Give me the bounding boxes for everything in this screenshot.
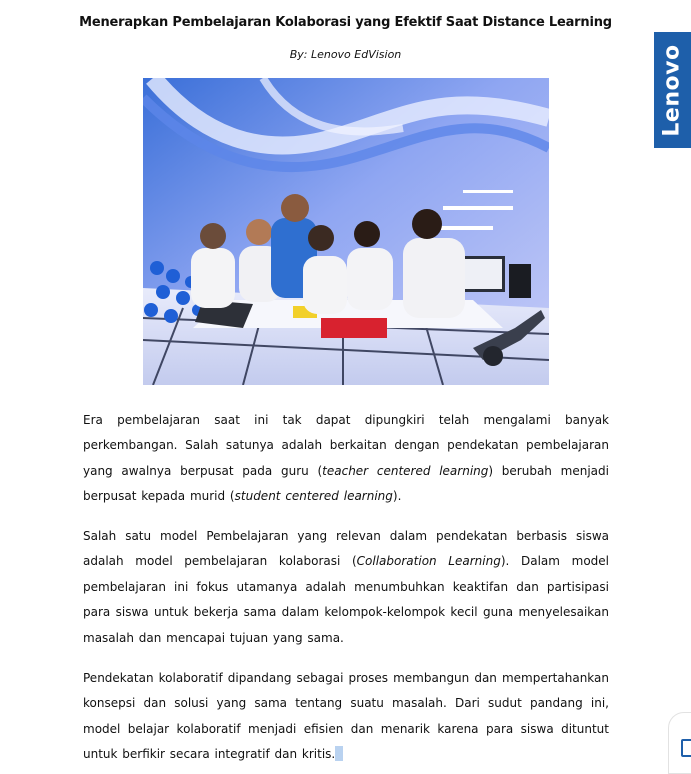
paragraph-1-italic-term: teacher centered learning [322, 463, 489, 478]
paragraph-1-text-c: ) berubah menjadi berpusat kepada murid ( [83, 463, 609, 504]
paragraph-2-italic-term: Collaboration Learning [356, 554, 501, 569]
lenovo-logo-tab[interactable] [654, 32, 691, 148]
chat-widget-button[interactable] [668, 712, 691, 774]
paragraph-1-italic-term-2: student centered learning [234, 489, 393, 504]
paragraph-3 [83, 666, 609, 768]
paragraph-2-text-c: ). Dalam model pembelajaran ini fokus utamanya adalah menumbuhkan keaktifan dan partisipasi para siswa untuk bekerja sama dalam kelompok-kelompok kecil guna menyelesaikan masalah dan mencapai tujuan yang sama. [83, 554, 610, 645]
paragraph-1-text-a: Era pembelajaran saat ini tak dapat dipungkiri telah mengalami banyak perkembangan. Salah satunya adalah berkaitan dengan pendekatan pembelajaran yang awalnya berpusat pada guru ( [83, 413, 609, 478]
paragraph-3-text-a: Pendekatan kolaboratif dipandang sebagai proses membangun dan mempertahankan konsepsi dan solusi yang sama tentang suatu masalah. Dari sudut pandang ini, model belajar kolaboratif menjadi efisien dan menarik karena para siswa dituntut untuk berfikir secara integratif dan kritis. [83, 671, 609, 762]
lenovo-logo-text: Lenovo [660, 43, 686, 137]
article-byline: By: Lenovo EdVision [289, 48, 402, 61]
article-title: Menerapkan Pembelajaran Kolaborasi yang Efektif Saat Distance Learning [79, 15, 612, 30]
paragraph-2 [83, 524, 609, 651]
text-selection-highlight [335, 746, 343, 761]
article-photo [143, 78, 549, 385]
chat-icon [681, 739, 691, 757]
paragraph-1-text-e: ). [392, 489, 402, 504]
paragraph-2-text-a: Salah satu model Pembelajaran yang relevan dalam pendekatan berbasis siswa adalah model pembelajaran kolaborasi ( [83, 529, 609, 569]
paragraph-1 [83, 408, 609, 510]
